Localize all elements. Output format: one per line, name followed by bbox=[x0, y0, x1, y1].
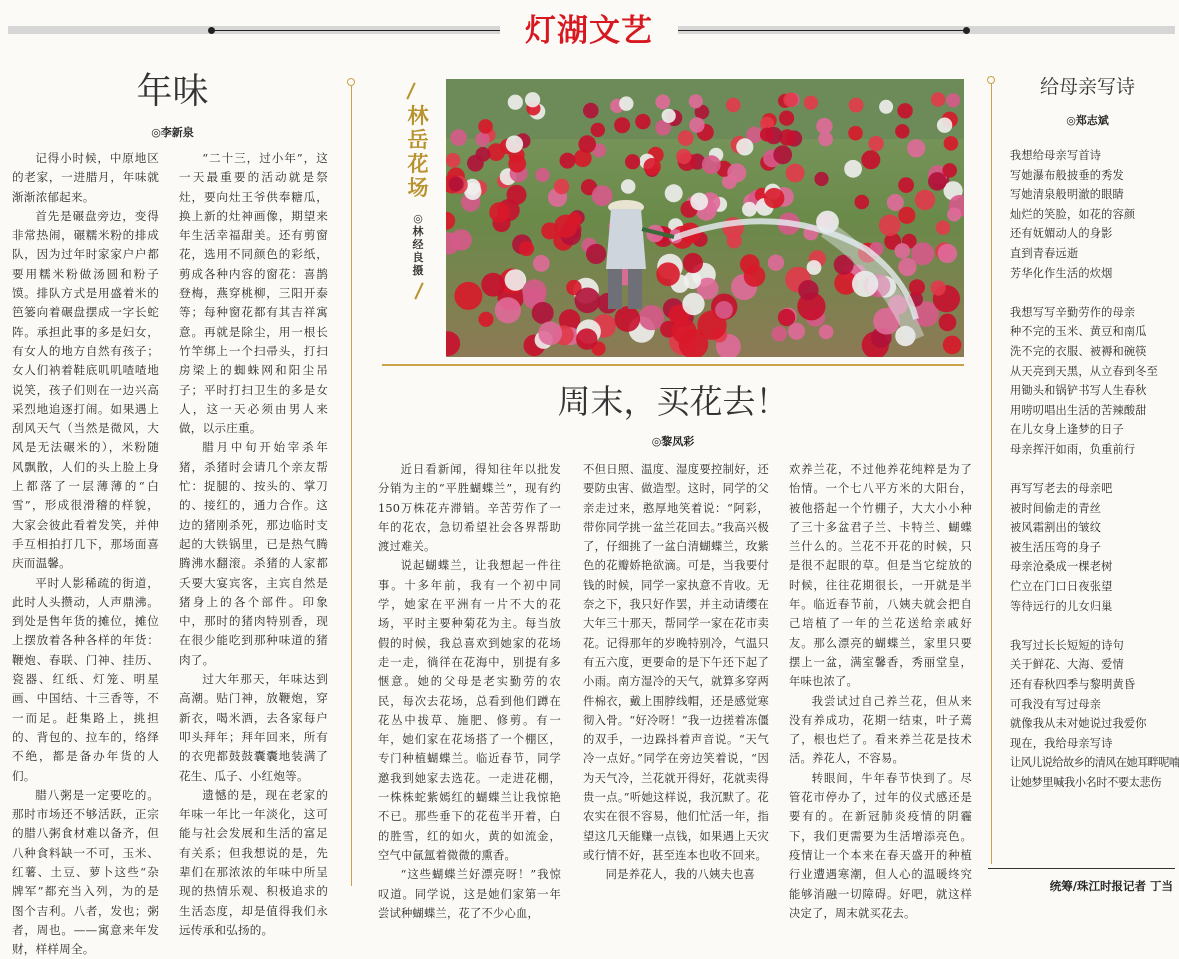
poem-line: 让风儿说给故乡的清风在她耳畔呢喃 bbox=[1010, 756, 1179, 770]
poem-line: 直到青春远逝 bbox=[1010, 246, 1079, 260]
flower-blossom bbox=[726, 98, 741, 113]
flower-blossom bbox=[592, 185, 613, 206]
footer-rule bbox=[988, 868, 1175, 869]
flower-blossom bbox=[578, 135, 596, 153]
poem-line: 种不完的玉米、黄豆和南瓜 bbox=[1010, 325, 1147, 339]
flower-blossom bbox=[615, 306, 641, 332]
poem-line: 芳华化作生活的炊烟 bbox=[1010, 266, 1113, 280]
paragraph: 首先是碾盘旁边，变得非常热闹，碾糯米粉的排成队，因为过年时家家户户都要用糯米粉做汤圆和粉子馍。排队方式是用盛着米的笆篓向着碾盘摆成一字长蛇阵。承担此事的多是妇女，有女人的地方自然有孩子；女人们衲着鞋底叽叽喳喳地说笑，孩子们则在一边兴高采烈地追逐打闹。如果遇上刮风天气（当然是微风，大风是无法碾米的），米粉随风飘散，人们的头上脸上身上都落了一层薄薄的“白雪”，形成很滑稽的样貌，大家会彼此看着发笑，并伸手互相拍打几下，那场面喜庆而温馨。 bbox=[12, 208, 159, 571]
flower-blossom bbox=[507, 185, 527, 205]
flower-blossom bbox=[783, 93, 798, 108]
stanza-gap bbox=[1010, 283, 1176, 303]
flower-blossom bbox=[690, 193, 708, 211]
poem-line: 被风霜割出的皱纹 bbox=[1010, 521, 1102, 535]
flower-blossom bbox=[621, 179, 636, 194]
article-title-maihua: 周末，买花去！ bbox=[557, 382, 789, 421]
flower-blossom bbox=[656, 262, 680, 286]
poem-line: 母亲挥汗如雨，负重前行 bbox=[1010, 442, 1136, 456]
paragraph: 转眼间，牛年春节快到了。尽管花市停办了，过年的仪式感还是要有的。在新冠肺炎疫情的阴霾下，我们更需要为生活增添亮色。疫情让一个本来在春天盛开的种植行业遭遇寒潮，但人心的温暖终究能够消融一切障碍。好吧，就这样决定了，周末就买花去。 bbox=[789, 771, 972, 920]
flower-blossom bbox=[798, 280, 818, 300]
flower-blossom bbox=[665, 184, 683, 202]
flower-blossom bbox=[898, 258, 916, 276]
flower-blossom bbox=[583, 103, 599, 119]
flower-blossom bbox=[944, 136, 959, 151]
flower-blossom bbox=[937, 118, 952, 133]
flower-blossom bbox=[635, 114, 650, 129]
poem-line: 灿烂的笑脸，如花的容颜 bbox=[1010, 207, 1136, 221]
paragraph: 平时人影稀疏的街道，此时人头攒动，人声鼎沸。到处是售年货的摊位，摊位上摆放着各种各样的年货：鞭炮、春联、门神、挂历、瓷器、红纸、灯笼、明星画、中国结、十三香等，不一而足。赶集路上，挑担的、背包的、拉车的，络绎不绝，都是备办年货的人们。 bbox=[12, 575, 159, 783]
flower-blossom bbox=[868, 136, 883, 151]
footer-credit: 统筹/珠江时报记者 丁当 bbox=[1049, 879, 1173, 893]
flower-blossom bbox=[489, 202, 510, 223]
photo-title-text: 林岳花场 bbox=[407, 104, 429, 200]
paragraph: 欢养兰花，不过他养花纯粹是为了怡情。一个七八平方米的大阳台，被他搭起一个竹棚子，大大小小种了三十多盆君子兰、卡特兰、蝴蝶兰什么的。兰花不开花的时候，只是很不起眼的草。但是当它绽放的时候，往往花期很长，一开就是半年。临近春节前，八姨夫就会把自己培植了一年的兰花送给亲戚好友。那么漂亮的蝴蝶兰，家里只要摆上一盆，满室馨香，秀丽堂皇，年味也浓了。 bbox=[789, 463, 972, 689]
photo-credit bbox=[410, 212, 426, 277]
poem-line: 再写写老去的母亲吧 bbox=[1010, 482, 1113, 496]
poem-line: 洗不完的衣服、被褥和碗筷 bbox=[1010, 344, 1147, 358]
poem-body bbox=[1010, 146, 1179, 793]
article-column-maihua-1 bbox=[378, 460, 561, 923]
poem-line: 伫立在门口日夜张望 bbox=[1010, 580, 1113, 594]
flower-blossom bbox=[532, 302, 554, 324]
flower-blossom bbox=[768, 255, 784, 271]
flower-blossom bbox=[449, 177, 464, 192]
flower-blossom bbox=[814, 172, 828, 186]
article-column-nianwei-2 bbox=[179, 149, 328, 940]
poem-title: 给母亲写诗 bbox=[1039, 76, 1135, 98]
poem-line: 就像我从未对她说过我爱你 bbox=[1010, 717, 1147, 731]
flower-farm-photo bbox=[446, 79, 964, 357]
credit-char: ◎ bbox=[413, 212, 423, 225]
flower-blossom bbox=[804, 96, 818, 110]
flower-blossom bbox=[575, 288, 601, 314]
paragraph: 遗憾的是，现在老家的年味一年比一年淡化，这可能与社会发展和生活的富足有关系；但我想说的是，先辈们在那浓浓的年味中所呈现的热情乐观、积极追求的生活态度，却是值得我们永远传承和弘扬的。 bbox=[179, 787, 328, 937]
flower-blossom bbox=[682, 293, 704, 315]
flower-blossom bbox=[495, 297, 521, 323]
column-divider bbox=[991, 84, 992, 864]
flower-blossom bbox=[481, 273, 505, 297]
paragraph: “这些蝴蝶兰好漂亮呀！”我惊叹道。同学说，这是她们家第一年尝试种蝴蝶兰，花了不少心血， bbox=[378, 868, 561, 920]
article-author-maihua: ◎黎凤彩 bbox=[651, 435, 695, 448]
poem-line: 从天亮到天黑，从立春到冬至 bbox=[1010, 364, 1159, 378]
paragraph: 同是养花人，我的八姨夫也喜 bbox=[605, 868, 756, 882]
poem-line: 关于鲜花、大海、爱情 bbox=[1010, 658, 1124, 672]
paragraph: 说起蝴蝶兰，让我想起一件往事。十多年前，我有一个初中同学，她家在平洲有一片不大的花场，平时主要种菊花为主。每当放假的时候，我总喜欢到她家的花场走一走，徜徉在花海中，别提有多惬意。她的父母是老实勤劳的农民，每次去花场，总看到他们蹲在花丛中拔草、施肥、修剪。有一年，她们家在花场搭了一个棚区，专门种植蝴蝶兰。临近春节，同学邀我到她家去选花。一走进花棚，一株株蛇紫嫣红的蝴蝶兰让我惊艳不已。那些垂下的花苞半开着，白的胜雪，红的如火，黄的如流金，空气中氤氲着微微的熏香。 bbox=[378, 559, 561, 862]
header-dot-right bbox=[963, 27, 970, 34]
flower-blossom bbox=[689, 117, 704, 132]
flower-blossom bbox=[939, 314, 957, 332]
flower-blossom bbox=[689, 94, 703, 108]
flower-blossom bbox=[786, 164, 805, 183]
flower-blossom bbox=[475, 132, 489, 146]
flower-blossom bbox=[476, 147, 491, 162]
flower-blossom bbox=[508, 155, 526, 173]
flower-blossom bbox=[849, 98, 864, 113]
flower-blossom bbox=[525, 92, 540, 107]
poem-author: ◎郑志斌 bbox=[1066, 114, 1109, 127]
flower-blossom bbox=[506, 136, 523, 153]
flower-blossom bbox=[715, 301, 733, 319]
flower-blossom bbox=[662, 109, 676, 123]
flower-blossom bbox=[772, 326, 787, 341]
flower-blossom bbox=[938, 244, 957, 263]
column-divider bbox=[351, 86, 352, 886]
flower-farm-illustration bbox=[446, 79, 964, 357]
article-author-nianwei: ◎李新泉 bbox=[151, 126, 194, 139]
flower-blossom bbox=[936, 220, 950, 234]
flower-blossom bbox=[683, 253, 703, 273]
flower-blossom bbox=[897, 103, 912, 118]
flower-blossom bbox=[887, 194, 904, 211]
paragraph: 我尝试过自己养兰花，但从来没有养成功，花期一结束，叶子蔫了，根也烂了。看来养兰花是技术活。养花人，不容易。 bbox=[789, 694, 972, 766]
poem-line: 写她清泉般明澈的眼睛 bbox=[1010, 188, 1124, 202]
flower-blossom bbox=[819, 325, 834, 340]
flower-blossom bbox=[535, 168, 549, 182]
flower-blossom bbox=[533, 255, 550, 272]
flower-blossom bbox=[895, 243, 911, 259]
poem-line: 用锄头和锅铲书写人生春秋 bbox=[1010, 384, 1147, 398]
poem-line: 还有妩媚动人的身影 bbox=[1010, 227, 1113, 241]
flower-blossom bbox=[947, 207, 961, 221]
poem-line: 我写过长长短短的诗句 bbox=[1010, 638, 1124, 652]
poem-line: 用唠叨唱出生活的苦辣酸甜 bbox=[1010, 403, 1147, 417]
header-dot-left bbox=[208, 27, 215, 34]
flower-blossom bbox=[928, 172, 947, 191]
flower-blossom bbox=[879, 100, 893, 114]
flower-blossom bbox=[779, 111, 794, 126]
flower-blossom bbox=[764, 188, 784, 208]
flower-blossom bbox=[684, 272, 702, 290]
flower-blossom bbox=[478, 312, 493, 327]
paragraph: 腊月中旬开始宰杀年猪，杀猪时会请几个亲友帮忙：捉腿的、按头的、掌刀的、接红的，通力合作。这边的猪刚杀死，那边临时支起的大铁锅里，已是热气腾腾沸水翻滚。杀猪的人家都夭要大宴宾客，主宾自然是猪身上的各个部件。印象中，那时的猪肉特别香，现在很少能吃到那种味道的猪肉了。 bbox=[179, 440, 328, 667]
poem-line: 我想写写辛勤劳作的母亲 bbox=[1010, 305, 1136, 319]
divider-ornament bbox=[987, 76, 995, 84]
flower-blossom bbox=[898, 207, 915, 224]
poem-line: 现在，我给母亲写诗 bbox=[1010, 736, 1113, 750]
poem-line: 母亲沧桑成一棵老树 bbox=[1010, 560, 1113, 574]
flower-blossom bbox=[778, 309, 795, 326]
flower-blossom bbox=[861, 150, 880, 169]
flower-blossom bbox=[773, 145, 792, 164]
flower-blossom bbox=[619, 96, 633, 110]
credit-char: 摄 bbox=[412, 264, 424, 277]
flower-blossom bbox=[915, 190, 935, 210]
flower-blossom bbox=[519, 241, 534, 256]
flower-blossom bbox=[855, 195, 870, 210]
flower-blossom bbox=[560, 153, 576, 169]
flower-blossom bbox=[538, 321, 562, 345]
flower-blossom bbox=[508, 95, 523, 110]
ornament-slash bbox=[406, 82, 415, 99]
flower-blossom bbox=[788, 323, 805, 340]
flower-blossom bbox=[672, 319, 697, 344]
paragraph: 记得小时候，中原地区的老家，一进腊月，年味就渐渐浓郁起来。 bbox=[12, 151, 159, 204]
paragraph: 腊八粥是一定要吃的。那时市场还不够活跃，正宗的腊八粥食材难以备齐，但八种食料缺一不可，玉米、红薯、土豆、萝卜这些“杂牌军”都充当入列，为的是图个吉利。八者，发也；粥者，周也。——寓意来年发财，样样周全。 bbox=[12, 787, 159, 957]
flower-blossom bbox=[522, 279, 546, 303]
article-column-maihua-2 bbox=[583, 460, 769, 885]
poem-line: 在儿女身上逢梦的日子 bbox=[1010, 423, 1124, 437]
poem-line: 可我没有写过母亲 bbox=[1010, 697, 1102, 711]
article-title-nianwei: 年味 bbox=[136, 71, 209, 112]
divider-ornament bbox=[347, 78, 355, 86]
flower-blossom bbox=[931, 280, 946, 295]
credit-char: 林 bbox=[412, 225, 424, 238]
flower-blossom bbox=[655, 95, 670, 110]
ornament-slash bbox=[414, 282, 423, 299]
flower-blossom bbox=[678, 130, 694, 146]
flower-blossom bbox=[844, 160, 862, 178]
credit-char: 经 bbox=[412, 238, 424, 251]
paragraph: 不但日照、温度、湿度要控制好，还要防虫害、做造型。这时，同学的父亲走过来，憨厚地笑着说：“阿彩，带你同学挑一盆兰花回去。”我高兴极了，仔细挑了一盆白清蝴蝶兰，玫紫色的花瓣娇艳欲滴。可是，当我要付钱的时候，同学一家执意不肯收。无奈之下，我只好作罢，并主动请缨在大年三十那天，帮同学一家在花市卖花。记得那年的岁晚特别冷，气温只有五六度，更要命的是下午还下起了小雨。南方湿冷的天气，就算多穿两件棉衣，戴上围脖线帽，还是感觉寒彻入骨。“好冷呀！”我一边搓着冻僵的双手，一边跺抖着声音说。“天气冷一点好。”同学在旁边笑着说，“因为天气冷，兰花就开得好，花就卖得贵一点。”听她这样说，我沉默了。花农实在很不容易，他们忙活一年，指望这几天能赚一点钱，如果遇上天灾或行情不好，甚至连本也收不回来。 bbox=[583, 463, 769, 862]
flower-blossom bbox=[450, 129, 467, 146]
flower-blossom bbox=[644, 158, 661, 175]
flower-blossom bbox=[676, 149, 691, 164]
paragraph: 近日看新闻，得知往年以批发分销为主的“平胜蝴蝶兰”，现有约150万株花卉滞销。辛苦劳作了一年的花农，急切希望社会各界帮助渡过难关。 bbox=[378, 463, 561, 554]
flower-blossom bbox=[744, 265, 766, 287]
stanza-gap bbox=[1010, 616, 1176, 636]
flower-blossom bbox=[576, 328, 597, 349]
poem-line: 让她梦里喊我小名时不要太悲伤 bbox=[1010, 776, 1162, 789]
flower-blossom bbox=[554, 179, 569, 194]
article-column-nianwei-1 bbox=[12, 149, 159, 959]
flower-blossom bbox=[554, 215, 577, 238]
flower-blossom bbox=[446, 153, 460, 168]
flower-blossom bbox=[848, 126, 863, 141]
stanza-gap bbox=[1010, 460, 1176, 480]
flower-blossom bbox=[742, 202, 757, 217]
flower-blossom bbox=[943, 336, 962, 355]
flower-blossom bbox=[614, 117, 630, 133]
flower-blossom bbox=[909, 279, 925, 295]
flower-blossom bbox=[898, 177, 914, 193]
flower-blossom bbox=[454, 282, 482, 310]
section-title: 灯湖文艺 bbox=[500, 10, 678, 52]
paragraph: “二十三，过小年”，这一天最重要的活动就是祭灶，要向灶王爷供奉糖瓜，换上新的灶神画像，期望来年生活幸福甜美。还有剪窗花，选用不同颜色的彩纸，剪成各种内容的窗花：喜鹊登梅，燕穿桃柳，三阳开泰等；每种窗花都有其吉祥寓意。再就是除尘，用一根长竹竿绑上一个扫帚头，打扫房梁上的蜘蛛网和阳尘吊子；平时打扫卫生的多是女人，这一天必须由男人来做，以示庄重。 bbox=[179, 151, 328, 436]
poem-line: 我想给母亲写首诗 bbox=[1010, 149, 1102, 162]
flower-blossom bbox=[931, 92, 945, 106]
photo-bottom-rule bbox=[382, 364, 964, 366]
flower-blossom bbox=[736, 138, 753, 155]
poem-line: 还有春秋四季与黎明黄昏 bbox=[1010, 678, 1136, 692]
poem-line: 被生活压弯的身子 bbox=[1010, 540, 1102, 554]
flower-blossom bbox=[942, 163, 957, 178]
flower-blossom bbox=[625, 154, 640, 169]
flower-blossom bbox=[591, 123, 605, 137]
flower-blossom bbox=[478, 119, 493, 134]
flower-blossom bbox=[639, 305, 664, 330]
photo-title bbox=[404, 104, 432, 200]
poem-line: 被时间偷走的青丝 bbox=[1010, 501, 1102, 515]
flower-blossom bbox=[946, 93, 960, 107]
flower-blossom bbox=[760, 128, 774, 142]
article-column-maihua-3 bbox=[789, 460, 972, 923]
poem-line: 写她瀑布般披垂的秀发 bbox=[1010, 168, 1124, 182]
credit-char: 良 bbox=[412, 251, 424, 264]
flower-blossom bbox=[702, 155, 721, 174]
paragraph: 过大年那天，年味达到高潮。贴门神，放鞭炮，穿新衣，喝米酒，去各家每户叩头拜年；拜年回来，所有的衣兜都鼓鼓囊囊地装满了花生、瓜子、小红炮等。 bbox=[179, 672, 328, 783]
poem-line: 等待远行的儿女归巢 bbox=[1010, 599, 1113, 613]
flower-blossom bbox=[816, 118, 832, 134]
flower-blossom bbox=[879, 215, 901, 237]
flower-blossom bbox=[727, 163, 746, 182]
flower-blossom bbox=[907, 139, 925, 157]
flower-blossom bbox=[586, 244, 606, 264]
flower-blossom bbox=[895, 124, 909, 138]
